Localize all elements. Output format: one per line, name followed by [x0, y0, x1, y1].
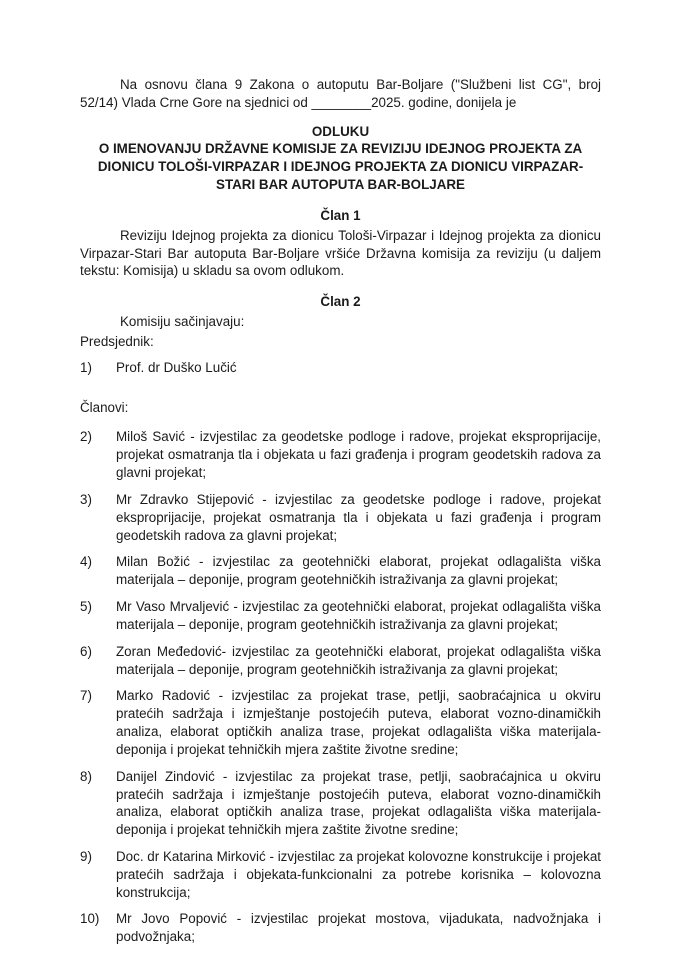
member-item — [80, 491, 601, 544]
member-text: Miloš Savić - izvjestilac za geodetske podloge i radove, projekat eksproprijacije, projekat osmatranja tla i objekata u fazi građenja i program geodetskih radova za glavni projekat; — [116, 429, 601, 481]
member-number: 10) — [80, 911, 100, 927]
president-item — [80, 359, 601, 377]
intro-paragraph: Na osnovu člana 9 Zakona o autoputu Bar-Boljare ("Službeni list CG", broj 52/14) Vlada Crne Gore na sjednici od ________2025. godine, donijela je — [80, 77, 601, 110]
clan1-heading: Član 1 — [320, 207, 361, 223]
member-text: Mr Vaso Mrvaljević - izvjestilac za geotehnički elaborat, projekat odlagališta viška materijala – deponije, program geotehničkih istraživanja za glavni projekat; — [116, 599, 601, 632]
member-text: Marko Radović - izvjestilac za projekat trase, petlji, saobraćajnica u okviru pratećih sadržaja i izmještanje postojećih puteva, elaborat vozno-dinamičkih analiza, elaborat optičkih analiza trase, projekat odlagališta viška materijala-deponija i projekat tehničkih mjera zaštite životne sredine; — [116, 688, 601, 757]
member-number: 6) — [80, 643, 92, 659]
member-item — [80, 643, 601, 679]
president-name: Prof. dr Duško Lučić — [116, 359, 237, 375]
document-title — [80, 123, 601, 194]
member-item — [80, 910, 601, 946]
member-number: 4) — [80, 554, 92, 570]
member-item — [80, 687, 601, 758]
member-number: 5) — [80, 599, 92, 615]
title-line-odluku: ODLUKU — [311, 123, 370, 139]
member-number: 3) — [80, 491, 92, 507]
member-number: 7) — [80, 688, 92, 704]
member-item — [80, 598, 601, 634]
members-label: Članovi: — [80, 399, 129, 415]
member-item — [80, 553, 601, 589]
president-label: Predsjednik: — [80, 333, 154, 349]
member-text: Danijel Zindović - izvjestilac za projekat trase, petlji, saobraćajnica u okviru pratećih sadržaja i izmještanje postojećih puteva, elaborat vozno-dinamičkih analiza, elaborat optičkih analiza trase, projekat odlagališta viška materijala-deponija i projekat tehničkih mjera zaštite životne sredine; — [116, 768, 601, 838]
member-number: 8) — [80, 768, 92, 784]
member-text: Mr Jovo Popović - izvjestilac projekat mostova, vijadukata, nadvožnjaka i podvožnjaka; — [116, 911, 601, 945]
clan1-body: Reviziju Idejnog projekta za dionicu Tološi-Virpazar i Idejnog projekta za dionicu Virpazar-Stari Bar autoputa Bar-Boljare vršiće Državna komisija za reviziju (u daljem tekstu: Komisija) u skladu sa ovom odlukom. — [80, 227, 601, 279]
member-text: Milan Božić - izvjestilac za geotehnički elaborat, projekat odlagališta viška materijala – deponije, program geotehničkih istraživanja za glavni projekat; — [116, 554, 601, 588]
clan2-intro: Komisiju sačinjavaju: — [120, 314, 245, 330]
member-text: Zoran Međedović- izvjestilac za geotehnički elaborat, projekat odlagališta viška materijala – deponije, program geotehničkih istraživanja za glavni projekat; — [116, 643, 601, 677]
member-text: Doc. dr Katarina Mirković - izvjestilac za projekat kolovozne konstrukcije i projekat pratećih sadržaja i objekata-funkcionalni za potrebe korisnika – kolovozna konstrukcija; — [116, 848, 601, 900]
member-number: 2) — [80, 429, 92, 445]
member-text: Mr Zdravko Stijepović - izvjestilac za geodetske podloge i radove, projekat eksproprijacije, projekat osmatranja tla i objekata u fazi građenja i program geodetskih radova za glavni projekat; — [116, 491, 601, 543]
member-item — [80, 768, 601, 839]
member-item — [80, 428, 601, 481]
title-line-subject: O IMENOVANJU DRŽAVNE KOMISIJE ZA REVIZIJU IDEJNOG PROJEKTA ZA DIONICU TOLOŠI-VIRPAZAR I IDEJNOG PROJEKTA ZA DIONICU VIRPAZAR-STARI BAR AUTOPUTA BAR-BOLJARE — [97, 141, 584, 193]
president-number: 1) — [80, 359, 92, 375]
clan2-heading: Član 2 — [320, 294, 361, 310]
member-number: 9) — [80, 848, 92, 864]
member-item — [80, 848, 601, 901]
